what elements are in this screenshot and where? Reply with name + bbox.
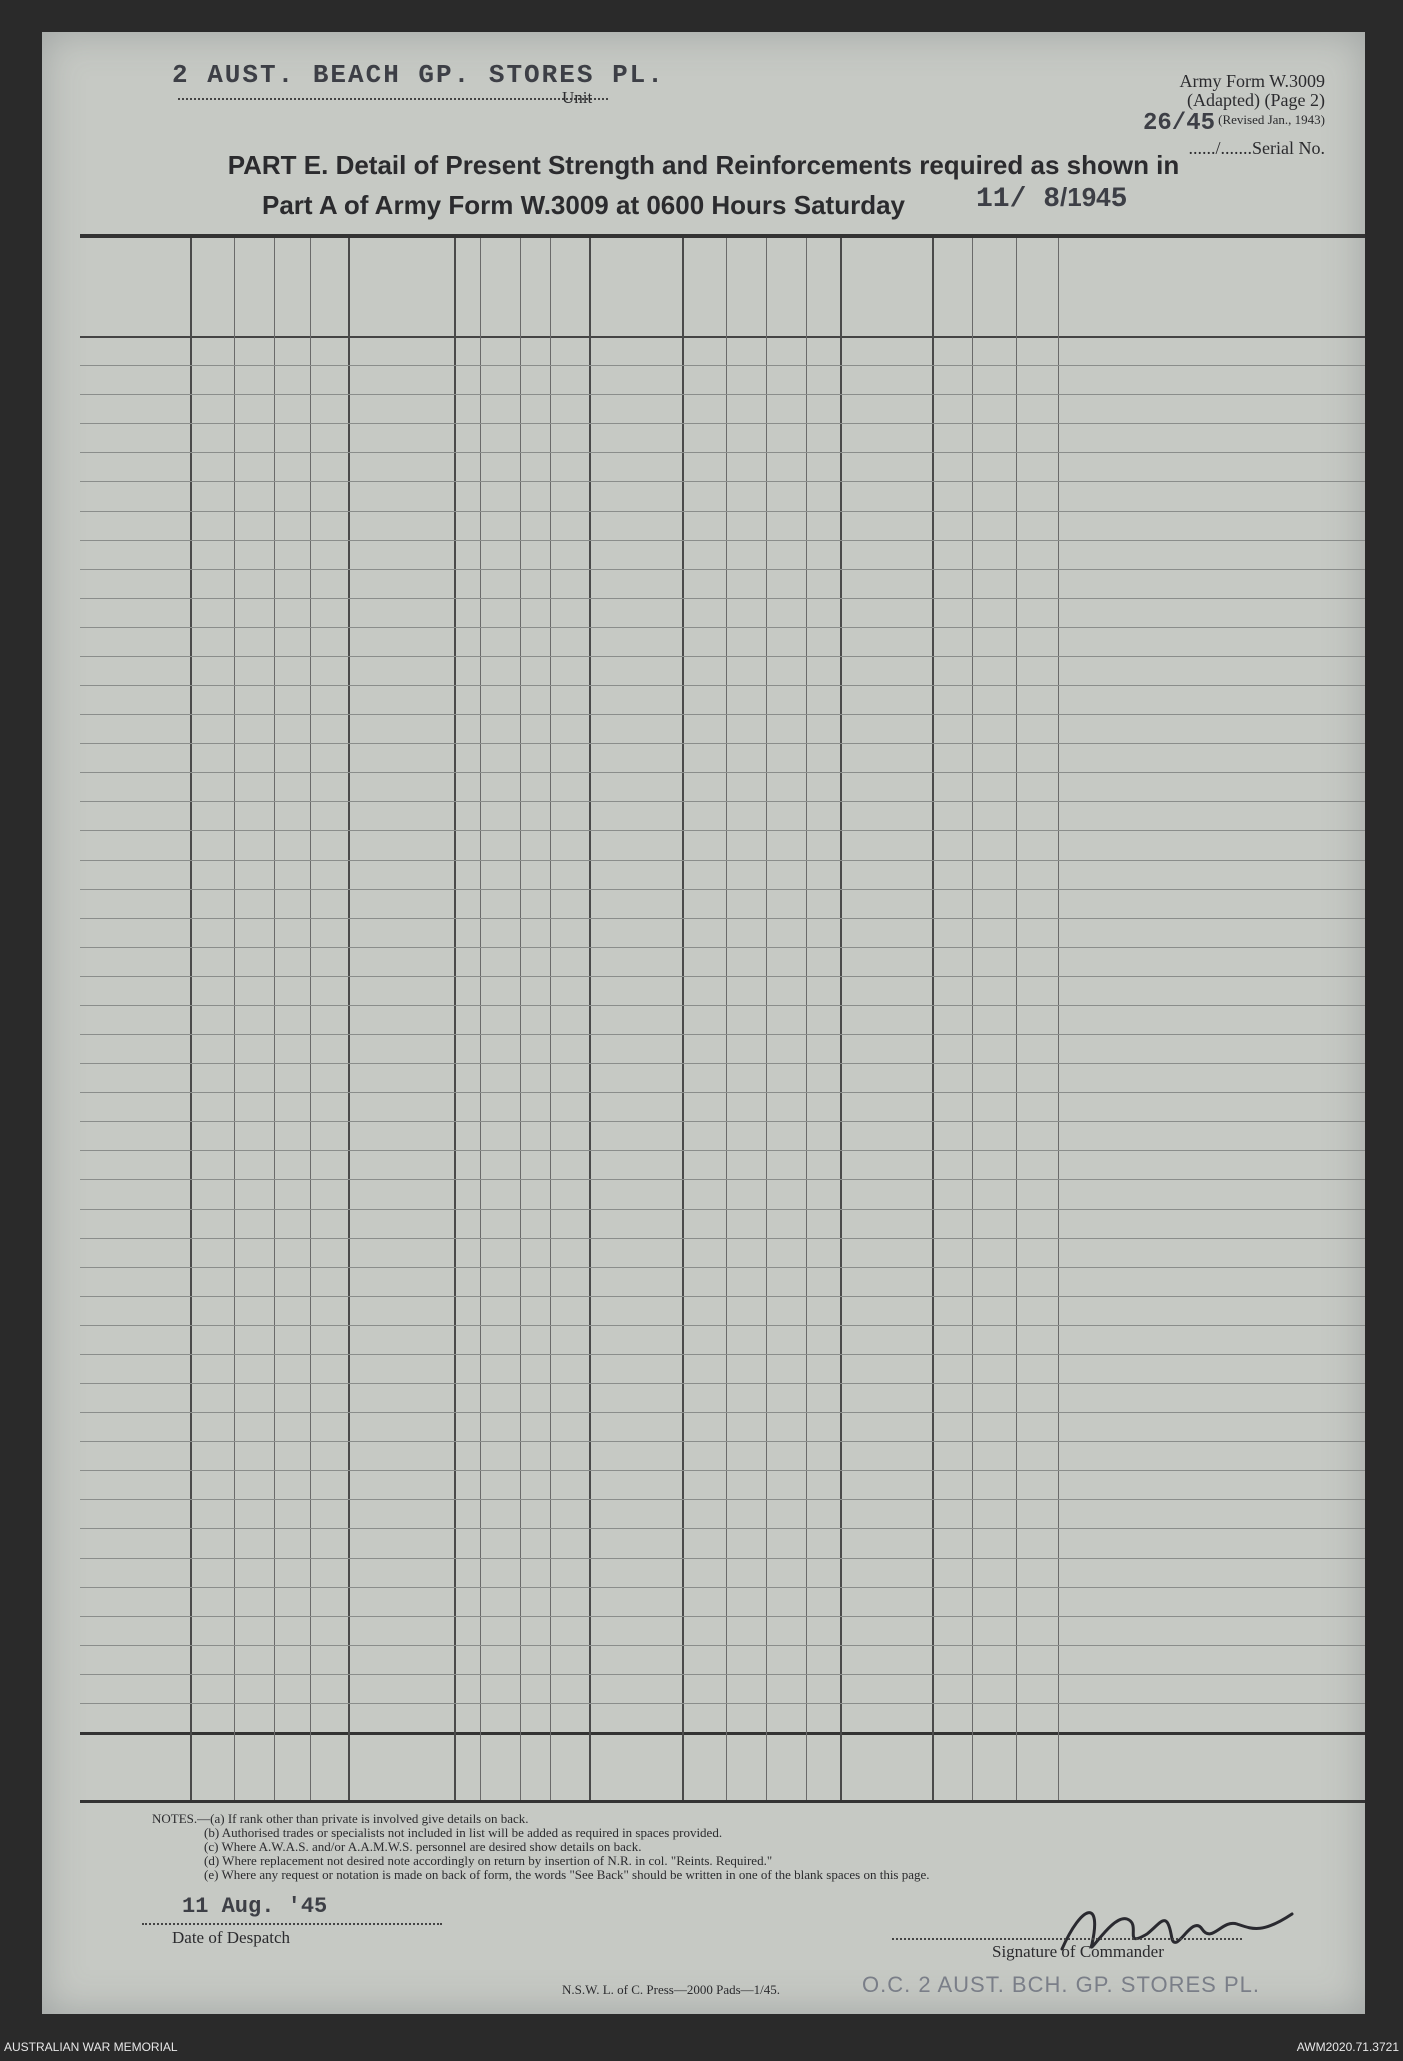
unit-dotted-line bbox=[178, 96, 608, 100]
signature-dotted-line bbox=[892, 1938, 1242, 1940]
block-divider bbox=[840, 238, 842, 1800]
block-divider bbox=[589, 238, 591, 1800]
row-rule bbox=[80, 1674, 1365, 1675]
column-line bbox=[310, 238, 311, 1800]
row-rule bbox=[80, 1034, 1365, 1035]
row-rule bbox=[80, 1179, 1365, 1180]
form-ref-2: (Adapted) (Page 2) bbox=[1187, 90, 1325, 110]
table-top-rule bbox=[80, 234, 1365, 238]
note-b: (b) Authorised trades or specialists not included in list will be added as required in spaces provided. bbox=[204, 1825, 723, 1840]
note-e: (e) Where any request or notation is made on back of form, the words "See Back" should be written in one of the blank spaces on this page. bbox=[204, 1867, 930, 1882]
row-rule bbox=[80, 1092, 1365, 1093]
column-line bbox=[726, 238, 727, 1800]
row-rule bbox=[80, 1296, 1365, 1297]
row-rule bbox=[80, 452, 1365, 453]
row-rule bbox=[80, 1645, 1365, 1646]
date-year-prefix: /194 bbox=[1060, 182, 1111, 212]
signature-label: Signature of Commander bbox=[992, 1942, 1164, 1961]
form-ref-1: Army Form W.3009 bbox=[1179, 71, 1325, 91]
row-rule bbox=[80, 1150, 1365, 1151]
column-reints-header bbox=[1025, 254, 1049, 326]
archive-id: AWM2020.71.3721 bbox=[1296, 2040, 1399, 2054]
column-line bbox=[550, 238, 551, 1800]
column-line bbox=[520, 238, 521, 1800]
printer-imprint: N.S.W. L. of C. Press—2000 Pads—1/45. bbox=[562, 1982, 781, 1997]
column-line bbox=[1016, 238, 1017, 1800]
row-rule bbox=[80, 1703, 1365, 1704]
block-divider bbox=[348, 238, 350, 1800]
column-line bbox=[454, 238, 456, 1800]
commander-stamp: O.C. 2 AUST. BCH. GP. STORES PL. bbox=[862, 1972, 1260, 1997]
column-posted-header bbox=[982, 254, 1006, 326]
row-rule bbox=[80, 598, 1365, 599]
title-line-1: PART E. Detail of Present Strength and Reinforcements required as shown in bbox=[227, 150, 1180, 180]
form-ref-3: (Revised Jan., 1943) bbox=[1218, 112, 1325, 127]
row-rule bbox=[80, 1209, 1365, 1210]
column-line bbox=[234, 238, 235, 1800]
row-rule bbox=[80, 1412, 1365, 1413]
row-rule bbox=[80, 1499, 1365, 1500]
row-rule bbox=[80, 1238, 1365, 1239]
column-we-header bbox=[940, 254, 964, 326]
row-rule bbox=[80, 830, 1365, 831]
despatch-label: Date of Despatch bbox=[172, 1928, 291, 1947]
column-posted-header bbox=[734, 254, 758, 326]
column-line bbox=[682, 238, 684, 1800]
header-bottom-rule bbox=[80, 336, 1365, 338]
despatch-date-typed: 11 Aug. '45 bbox=[182, 1894, 328, 1919]
serial-typed: 26/45 bbox=[1142, 110, 1215, 137]
row-rule bbox=[80, 685, 1365, 686]
column-line bbox=[972, 238, 973, 1800]
row-rule bbox=[80, 918, 1365, 919]
row-rule bbox=[80, 1267, 1365, 1268]
archive-credit: AUSTRALIAN WAR MEMORIAL bbox=[4, 2040, 178, 2054]
column-posted-header bbox=[242, 254, 266, 326]
row-rule bbox=[80, 1005, 1365, 1006]
row-rule bbox=[80, 1383, 1365, 1384]
column-we-header bbox=[692, 254, 716, 326]
row-rule bbox=[80, 656, 1365, 657]
column-line bbox=[932, 238, 934, 1800]
column-we-header bbox=[200, 254, 224, 326]
row-rule bbox=[80, 743, 1365, 744]
row-rule bbox=[80, 1354, 1365, 1355]
column-line bbox=[190, 238, 192, 1800]
row-rule bbox=[80, 627, 1365, 628]
unit-typed: 2 AUST. BEACH GP. STORES PL. bbox=[172, 60, 665, 90]
note-c: (c) Where A.W.A.S. and/or A.A.M.W.S. personnel are desired show details on back. bbox=[204, 1839, 642, 1854]
row-rule bbox=[80, 540, 1365, 541]
row-rule bbox=[80, 801, 1365, 802]
notes-block bbox=[152, 1812, 930, 1882]
row-rule bbox=[80, 1587, 1365, 1588]
row-rule bbox=[80, 1325, 1365, 1326]
row-rule bbox=[80, 714, 1365, 715]
row-rule bbox=[80, 772, 1365, 773]
column-line bbox=[806, 238, 807, 1800]
row-rule bbox=[80, 976, 1365, 977]
column-line bbox=[274, 238, 275, 1800]
despatch-dotted-line bbox=[142, 1922, 442, 1925]
note-d: (d) Where replacement not desired note accordingly on return by insertion of N.R. in col. "Reints. Required." bbox=[204, 1853, 773, 1868]
row-rule bbox=[80, 1558, 1365, 1559]
note-a: NOTES.—(a) If rank other than private is involved give details on back. bbox=[152, 1811, 529, 1826]
row-rule bbox=[80, 947, 1365, 948]
row-rule bbox=[80, 394, 1365, 395]
row-rule bbox=[80, 889, 1365, 890]
column-reints-header bbox=[523, 254, 547, 326]
column-we-header bbox=[455, 254, 479, 326]
row-rule bbox=[80, 511, 1365, 512]
form-sheet bbox=[42, 32, 1365, 2014]
date-typed bbox=[976, 182, 1127, 215]
row-rule bbox=[80, 1470, 1365, 1471]
column-reints-header bbox=[280, 254, 304, 326]
row-rule bbox=[80, 423, 1365, 424]
row-rule bbox=[80, 1121, 1365, 1122]
column-posted-header bbox=[488, 254, 512, 326]
row-rule bbox=[80, 1528, 1365, 1529]
date-day-month: 11/ 8 bbox=[976, 184, 1061, 215]
date-year-suffix: 5 bbox=[1110, 184, 1128, 215]
row-rule bbox=[80, 569, 1365, 570]
row-rule bbox=[80, 481, 1365, 482]
row-rule bbox=[80, 1616, 1365, 1617]
column-line bbox=[766, 238, 767, 1800]
unit-label: Unit bbox=[562, 88, 593, 107]
carried-forward-rule bbox=[80, 1732, 1365, 1735]
row-rule bbox=[80, 860, 1365, 861]
table-bottom-rule bbox=[80, 1800, 1365, 1803]
column-reints-header bbox=[774, 254, 798, 326]
title-line-2-text: Part A of Army Form W.3009 at 0600 Hours Saturday bbox=[262, 190, 905, 220]
column-line bbox=[480, 238, 481, 1800]
serial-label: ....../.......Serial No. bbox=[1188, 138, 1325, 158]
column-line bbox=[1058, 238, 1059, 1800]
row-rule bbox=[80, 1441, 1365, 1442]
row-rule bbox=[80, 1063, 1365, 1064]
row-rule bbox=[80, 365, 1365, 366]
